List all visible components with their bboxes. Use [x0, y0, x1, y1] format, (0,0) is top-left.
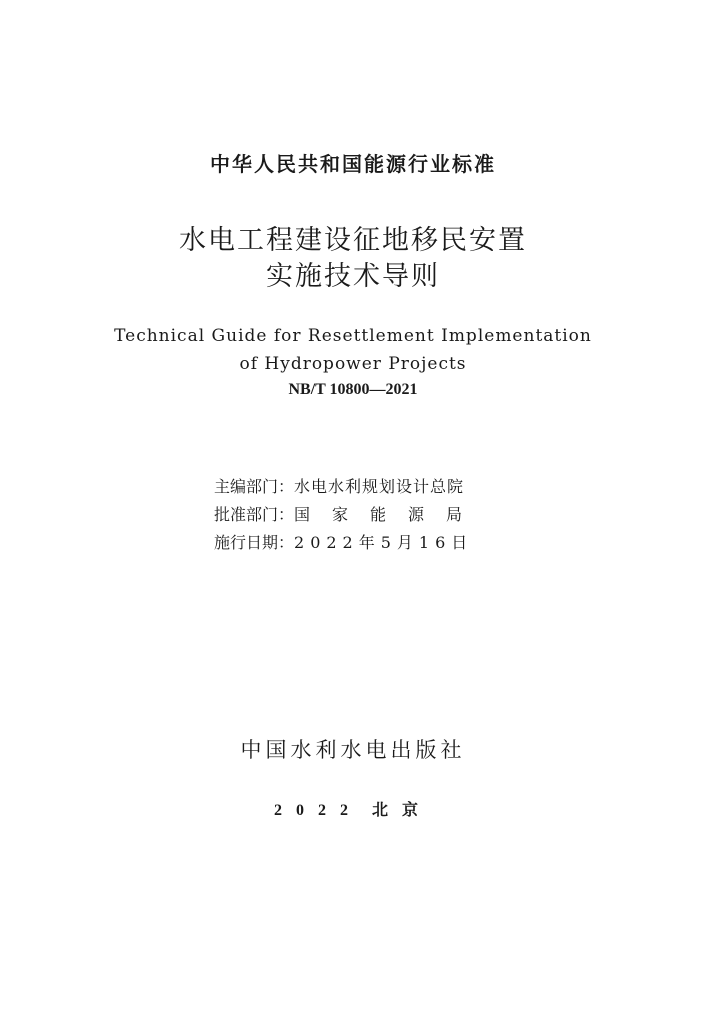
english-title-line-2: of Hydropower Projects: [239, 354, 467, 374]
info-row-effective-date: [214, 529, 484, 557]
chinese-title-line-1: 水电工程建设征地移民安置: [179, 225, 527, 256]
info-key-approval: 批准部门：: [214, 505, 295, 524]
chinese-title: [0, 223, 706, 295]
english-title-line-1: Technical Guide for Resettlement Implementation: [114, 326, 592, 346]
info-block: [214, 473, 484, 557]
info-value-approval: 国家能源局: [294, 505, 485, 524]
publication-place: [0, 797, 706, 820]
publication-year: 2022: [273, 802, 362, 819]
info-row-approval: [214, 501, 484, 529]
info-value-chief-editor: 水电水利规划设计总院: [294, 477, 465, 496]
english-title: [0, 322, 706, 378]
publication-city: 北京: [371, 802, 432, 819]
info-key-chief-editor: 主编部门：: [214, 477, 295, 496]
chinese-title-line-2: 实施技术导则: [266, 261, 440, 292]
standard-number: NB/T 10800—2021: [288, 381, 418, 398]
info-key-effective-date: 施行日期：: [214, 533, 295, 552]
publisher: 中国水利水电出版社: [240, 738, 466, 762]
info-row-chief-editor: [214, 473, 484, 501]
standard-category: 中华人民共和国能源行业标准: [210, 152, 496, 176]
info-value-effective-date: 2022年5月16日: [294, 533, 474, 552]
